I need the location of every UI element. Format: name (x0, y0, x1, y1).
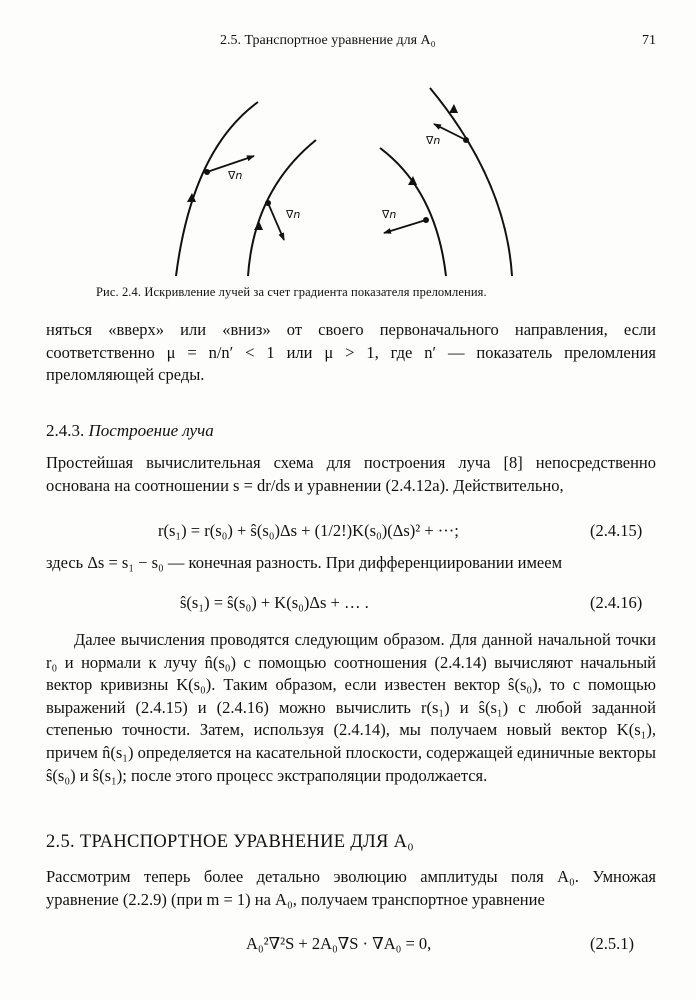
paragraph-continuation: няться «вверх» или «вниз» от своего первоначального направления, если соответственно μ = n/n′ < 1 или μ > 1, где n′ — показатель преломления преломляющей среды. (46, 320, 656, 385)
running-header-title: 2.5. Транспортное уравнение для A₀ (220, 33, 436, 48)
gradient-label: ∇n (228, 169, 243, 182)
ray-2 (248, 140, 316, 276)
gradient-label: ∇n (382, 208, 397, 221)
gradient-label: ∇n (286, 208, 301, 221)
paragraph-transport: Рассмотрим теперь более детально эволюцию амплитуды поля A₀. Умножая уравнение (2.2.9) (при m = 1) на A₀, получаем транспортное уравнение (46, 867, 656, 909)
figure-caption: Рис. 2.4. Искривление лучей за счет градиента показателя преломления. (96, 285, 487, 299)
paragraph-scheme: Простейшая вычислительная схема для построения луча [8] непосредственно основана на соотношении s = dr/ds и уравнении (2.4.12a). Действительно, (46, 453, 656, 495)
ray-1 (176, 102, 258, 276)
ray-3 (380, 148, 446, 276)
equation-2-4-16: ŝ(s₁) = ŝ(s₀) + K(s₀)Δs + … . (180, 593, 369, 612)
paragraph-difference: здесь Δs = s₁ − s₀ — конечная разность. При дифференциировании имеем (46, 553, 563, 572)
ray-direction-arrow (254, 221, 263, 230)
subsection-heading (46, 421, 214, 441)
gradient-vector (384, 220, 426, 233)
equation-number-2-5-1: (2.5.1) (590, 934, 634, 953)
ray-direction-arrow (449, 104, 458, 113)
section-heading: 2.5. ТРАНСПОРТНОЕ УРАВНЕНИЕ ДЛЯ A₀ (46, 832, 415, 852)
page-number: 71 (642, 33, 656, 48)
gradient-vector (268, 203, 284, 240)
equation-2-5-1: A₀²∇²S + 2A₀∇S · ∇A₀ = 0, (246, 934, 432, 953)
ray-curvature-figure (150, 80, 550, 280)
subsection-title: Построение луча (88, 421, 214, 440)
subsection-number: 2.4.3. (46, 421, 85, 440)
equation-number-2-4-15: (2.4.15) (590, 521, 643, 540)
gradient-label: ∇n (426, 134, 441, 147)
equation-2-4-15: r(s₁) = r(s₀) + ŝ(s₀)Δs + (1/2!)K(s₀)(Δs)² + ···; (158, 521, 459, 540)
ray-4 (425, 88, 512, 276)
equation-number-2-4-16: (2.4.16) (590, 593, 643, 612)
paragraph-procedure: Далее вычисления проводятся следующим образом. Для данной начальной точки r₀ и нормали к лучу n̂(s₀) с помощью соотношения (2.4.14) вычисляют начальный вектор кривизны K(s₀). Таким образом, если известен вектор ŝ(s₀), то с помощью выражений (2.4.15) и (2.4.16) можно вычислить r(s₁) и ŝ(s₁) с любой заданной степенью точности. Затем, используя (2.4.14), мы получаем новый вектор K(s₁), причем n̂(s₁) определяется на касательной плоскости, содержащей единичные векторы ŝ(s₀) и ŝ(s₁); после этого процесс экстраполяции продолжается. (46, 630, 656, 785)
